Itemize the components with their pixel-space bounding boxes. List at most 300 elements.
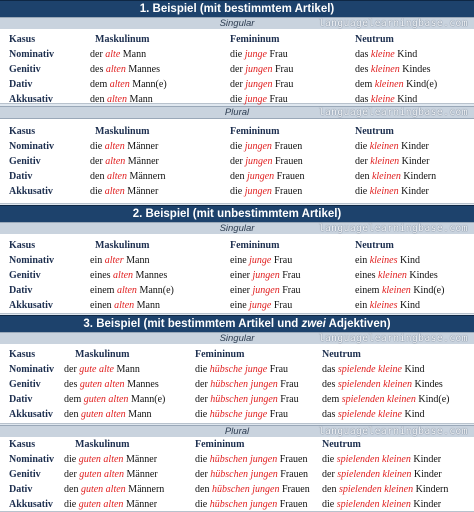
column-header: Kasus [9, 439, 36, 450]
adjective-ending: kleinen [381, 285, 411, 296]
adjective-ending: alten [106, 171, 127, 182]
article: der [195, 394, 211, 405]
noun: Kind [394, 94, 418, 105]
adjective-ending: junge [249, 255, 272, 266]
number-label-text: Singular [219, 18, 255, 29]
adjective-ending: jungen [252, 285, 280, 296]
declined-phrase [322, 362, 424, 377]
adjective-ending: alten [104, 141, 125, 152]
noun: Kindes [399, 64, 431, 75]
adjective-ending: hübsche junge [209, 409, 268, 420]
declined-phrase [195, 392, 299, 407]
article: ein [355, 255, 370, 266]
adjective-ending: junge [244, 49, 267, 60]
declined-phrase [90, 253, 149, 268]
declined-phrase [90, 154, 159, 169]
noun: Kindes [411, 379, 443, 390]
declined-phrase [230, 139, 302, 154]
declined-phrase [230, 47, 288, 62]
adjective-ending: hübschen jungen [209, 499, 278, 510]
column-header: Neutrum [355, 240, 394, 251]
declined-phrase [230, 253, 292, 268]
adjective-ending: jungen [246, 171, 275, 182]
adjective-ending: kleines [369, 255, 398, 266]
table-row [0, 377, 474, 392]
declined-phrase [195, 377, 299, 392]
article: die [322, 454, 337, 465]
article: des [64, 379, 80, 390]
adjective-ending: spielenden kleinen [337, 379, 412, 390]
adjective-ending: spielende kleine [337, 364, 402, 375]
section-title-text: 1. Beispiel (mit bestimmtem Artikel) [139, 3, 335, 15]
adjective-ending: gute alte [79, 364, 114, 375]
noun: Frau [267, 364, 289, 375]
declined-phrase [355, 154, 429, 169]
case-label: Akkusativ [9, 186, 53, 197]
article: der [90, 49, 106, 60]
article: die [195, 364, 210, 375]
section-title-1 [0, 0, 474, 17]
declined-phrase [355, 77, 437, 92]
declension-table [0, 344, 474, 424]
article: dem [90, 79, 110, 90]
declined-phrase [90, 92, 153, 107]
adjective-ending: kleine [370, 49, 395, 60]
article: einer [230, 285, 253, 296]
noun: Männer [124, 186, 159, 197]
declined-phrase [230, 268, 301, 283]
noun: Frauen [277, 469, 309, 480]
article: einen [90, 300, 115, 311]
watermark: languagelearningbase.com [318, 107, 468, 118]
adjective-ending: kleinen [374, 79, 404, 90]
declined-phrase [64, 377, 159, 392]
noun: Kinder [399, 156, 430, 167]
noun: Frau [272, 64, 294, 75]
article: die [90, 141, 105, 152]
noun: Kinder [410, 499, 442, 510]
adjective-ending: guten alten [79, 469, 124, 480]
noun: Frau [271, 255, 293, 266]
case-label: Dativ [9, 79, 33, 90]
declined-phrase [90, 169, 166, 184]
declension-table [0, 437, 474, 512]
declined-phrase [64, 362, 140, 377]
column-header: Femininum [230, 240, 280, 251]
declined-phrase [230, 77, 293, 92]
article: die [64, 499, 79, 510]
noun: Männer [125, 156, 159, 167]
section-title-emphasis: zwei [301, 318, 326, 330]
adjective-ending: junge [244, 94, 267, 105]
noun: Kinder [410, 454, 442, 465]
case-label: Genitiv [9, 469, 41, 480]
article: der [230, 156, 246, 167]
table-row [0, 62, 474, 77]
table-row [0, 253, 474, 268]
table-row [0, 482, 474, 497]
table-row [0, 392, 474, 407]
section-title-text: 3. Beispiel (mit bestimmtem Artikel und [83, 318, 302, 330]
adjective-ending: guten alten [79, 379, 125, 390]
article: des [322, 379, 338, 390]
article: der [90, 156, 106, 167]
watermark: languagelearningbase.com [318, 18, 468, 29]
column-header: Neutrum [355, 126, 394, 137]
declined-phrase [90, 62, 160, 77]
adjective-ending: kleinen [370, 156, 400, 167]
column-header: Maskulinum [95, 34, 150, 45]
article: einem [90, 285, 117, 296]
noun: Mann [134, 300, 160, 311]
adjective-ending: jungen [245, 156, 273, 167]
declined-phrase [64, 482, 164, 497]
case-label: Nominativ [9, 364, 54, 375]
case-label: Dativ [9, 285, 33, 296]
noun: Mann(e) [129, 79, 167, 90]
column-header: Kasus [9, 240, 36, 251]
article: die [195, 409, 210, 420]
article: eines [90, 270, 114, 281]
declined-phrase [355, 62, 431, 77]
noun: Mann [114, 364, 140, 375]
article: die [230, 141, 245, 152]
adjective-ending: alten [113, 270, 134, 281]
article: die [195, 454, 210, 465]
column-header: Maskulinum [75, 349, 130, 360]
noun: Mannes [124, 379, 159, 390]
noun: Kinder [411, 469, 442, 480]
noun: Mannes [133, 270, 168, 281]
case-label: Nominativ [9, 49, 54, 60]
article: die [355, 186, 370, 197]
noun: Kind [397, 300, 420, 311]
adjective-ending: hübschen jungen [209, 454, 278, 465]
noun: Mann [123, 255, 150, 266]
declined-phrase [195, 497, 308, 512]
noun: Frau [279, 285, 301, 296]
adjective-ending: jungen [244, 186, 272, 197]
column-header: Femininum [230, 34, 280, 45]
number-label-plural [0, 106, 474, 119]
noun: Kinder [398, 141, 429, 152]
adjective-ending: hübschen jungen [210, 394, 278, 405]
article: einem [355, 285, 382, 296]
adjective-ending: spielenden kleinen [336, 454, 411, 465]
adjective-ending: alte [105, 49, 121, 60]
declined-phrase [90, 77, 167, 92]
declined-phrase [64, 407, 152, 422]
table-row [0, 268, 474, 283]
adjective-ending: guten alten [80, 409, 126, 420]
adjective-ending: alten [114, 300, 135, 311]
column-header: Kasus [9, 126, 36, 137]
table-row [0, 169, 474, 184]
article: eine [230, 255, 250, 266]
noun: Mann [125, 409, 152, 420]
case-label: Genitiv [9, 270, 41, 281]
article: einer [230, 270, 253, 281]
noun: Männer [124, 469, 158, 480]
adjective-ending: kleinen [369, 141, 399, 152]
declined-phrase [230, 154, 303, 169]
declined-phrase [230, 62, 293, 77]
article: der [195, 469, 211, 480]
article: das [355, 94, 371, 105]
table-row [0, 407, 474, 422]
noun: Frau [266, 49, 288, 60]
adjective-ending: guten alten [78, 454, 124, 465]
article: den [322, 484, 339, 495]
noun: Kindern [413, 484, 449, 495]
declined-phrase [355, 169, 436, 184]
case-label: Akkusativ [9, 94, 53, 105]
article: die [355, 141, 370, 152]
article: der [230, 79, 246, 90]
noun: Frauen [271, 141, 303, 152]
case-label: Genitiv [9, 64, 41, 75]
table-row [0, 467, 474, 482]
section-title-2 [0, 205, 474, 222]
declined-phrase [90, 268, 167, 283]
declined-phrase [322, 497, 441, 512]
adjective-ending: guten alten [80, 484, 126, 495]
article: die [230, 49, 245, 60]
adjective-ending: spielenden kleinen [341, 394, 416, 405]
noun: Männern [125, 484, 165, 495]
declined-phrase [355, 253, 420, 268]
declined-phrase [322, 377, 443, 392]
adjective-ending: spielenden kleinen [336, 499, 411, 510]
noun: Männer [123, 499, 158, 510]
declension-table [0, 29, 474, 104]
case-label: Nominativ [9, 255, 54, 266]
article: dem [322, 394, 342, 405]
article: die [195, 499, 210, 510]
noun: Frau [266, 94, 288, 105]
adjective-ending: kleinen [369, 186, 399, 197]
column-header: Femininum [195, 439, 245, 450]
noun: Frau [271, 300, 293, 311]
article: das [322, 364, 338, 375]
noun: Kind(e) [410, 285, 445, 296]
article: den [195, 484, 212, 495]
adjective-ending: hübschen jungen [210, 469, 278, 480]
noun: Kind [401, 409, 425, 420]
table-row [0, 154, 474, 169]
adjective-ending: guten alten [83, 394, 129, 405]
case-label: Genitiv [9, 156, 41, 167]
article: den [64, 409, 81, 420]
case-label: Akkusativ [9, 409, 53, 420]
table-row [0, 92, 474, 107]
declined-phrase [322, 482, 448, 497]
noun: Kindes [406, 270, 438, 281]
declension-table [0, 234, 474, 314]
article: das [355, 49, 371, 60]
article: die [230, 94, 245, 105]
column-header: Maskulinum [95, 240, 150, 251]
number-label-text: Singular [219, 223, 255, 234]
declined-phrase [355, 283, 444, 298]
column-header: Kasus [9, 34, 36, 45]
watermark: languagelearningbase.com [318, 333, 468, 344]
case-label: Nominativ [9, 454, 54, 465]
column-header: Maskulinum [75, 439, 130, 450]
adjective-ending: alter [104, 255, 124, 266]
declined-phrase [230, 184, 302, 199]
declined-phrase [322, 392, 449, 407]
declined-phrase [230, 92, 288, 107]
article: des [355, 64, 371, 75]
declined-phrase [195, 467, 308, 482]
column-header: Maskulinum [95, 126, 150, 137]
declined-phrase [90, 298, 160, 313]
noun: Kind [401, 364, 425, 375]
declined-phrase [64, 467, 158, 482]
declined-phrase [64, 452, 157, 467]
noun: Frau [279, 270, 301, 281]
table-row [0, 362, 474, 377]
adjective-ending: alten [105, 64, 126, 75]
declined-phrase [355, 139, 429, 154]
adjective-ending: junge [249, 300, 272, 311]
article: der [64, 469, 80, 480]
noun: Mann(e) [136, 285, 174, 296]
declined-phrase [230, 169, 304, 184]
noun: Frauen [279, 484, 310, 495]
table-row [0, 298, 474, 313]
noun: Mann(e) [128, 394, 166, 405]
column-header: Neutrum [322, 349, 361, 360]
adjective-ending: hübsche junge [209, 364, 268, 375]
section-title-text-end: Adjektiven) [325, 318, 391, 330]
noun: Mann [120, 49, 147, 60]
adjective-ending: alten [105, 156, 126, 167]
adjective-ending: kleine [370, 94, 395, 105]
article: dem [64, 394, 84, 405]
case-label: Akkusativ [9, 499, 53, 510]
adjective-ending: guten alten [78, 499, 124, 510]
declined-phrase [355, 298, 420, 313]
table-row [0, 283, 474, 298]
declined-phrase [64, 392, 165, 407]
article: der [355, 156, 371, 167]
case-label: Dativ [9, 171, 33, 182]
declined-phrase [90, 139, 158, 154]
declined-phrase [90, 283, 174, 298]
adjective-ending: jungen [245, 79, 273, 90]
table-header-row [0, 347, 474, 362]
declined-phrase [355, 92, 417, 107]
table-header-row [0, 124, 474, 139]
number-label-text: Singular [219, 333, 255, 344]
adjective-ending: alten [109, 79, 130, 90]
adjective-ending: hübschen jungen [211, 484, 280, 495]
article: des [90, 64, 106, 75]
noun: Mannes [125, 64, 161, 75]
adjective-ending: jungen [245, 64, 273, 75]
article: dem [355, 79, 375, 90]
case-label: Dativ [9, 394, 33, 405]
adjective-ending: alten [106, 94, 127, 105]
adjective-ending: kleinen [370, 64, 400, 75]
number-label-text: Plural [224, 426, 250, 437]
column-header: Femininum [195, 349, 245, 360]
number-label-text: Plural [224, 107, 250, 118]
declined-phrase [322, 452, 441, 467]
table-row [0, 77, 474, 92]
article: ein [355, 300, 370, 311]
case-label: Nominativ [9, 141, 54, 152]
adjective-ending: hübschen jungen [210, 379, 278, 390]
table-row [0, 47, 474, 62]
noun: Kind [397, 255, 420, 266]
noun: Männer [123, 454, 158, 465]
article: den [64, 484, 81, 495]
case-label: Akkusativ [9, 300, 53, 311]
article: die [322, 499, 337, 510]
noun: Männern [126, 171, 166, 182]
declined-phrase [90, 47, 146, 62]
watermark: languagelearningbase.com [318, 223, 468, 234]
noun: Frauen [277, 454, 308, 465]
case-label: Genitiv [9, 379, 41, 390]
column-header: Femininum [230, 126, 280, 137]
article: das [322, 409, 338, 420]
article: eines [355, 270, 379, 281]
declined-phrase [355, 47, 417, 62]
declined-phrase [195, 482, 310, 497]
watermark: languagelearningbase.com [318, 426, 468, 437]
noun: Frau [277, 394, 299, 405]
adjective-ending: kleinen [371, 171, 401, 182]
adjective-ending: kleines [369, 300, 398, 311]
table-row [0, 452, 474, 467]
adjective-ending: jungen [244, 141, 272, 152]
declined-phrase [195, 407, 288, 422]
article: den [355, 171, 372, 182]
noun: Frau [272, 79, 294, 90]
noun: Frau [277, 379, 299, 390]
section-title-text: 2. Beispiel (mit unbestimmtem Artikel) [132, 208, 342, 220]
adjective-ending: spielenden kleinen [337, 469, 412, 480]
declined-phrase [355, 184, 429, 199]
noun: Frauen [272, 156, 303, 167]
adjective-ending: spielenden kleinen [338, 484, 414, 495]
declension-table [0, 119, 474, 204]
declined-phrase [230, 283, 301, 298]
declined-phrase [64, 497, 157, 512]
column-header: Kasus [9, 349, 36, 360]
noun: Kind [394, 49, 418, 60]
article: ein [90, 255, 105, 266]
noun: Frau [267, 409, 289, 420]
declined-phrase [322, 407, 424, 422]
table-row [0, 139, 474, 154]
noun: Kind(e) [415, 394, 450, 405]
table-header-row [0, 238, 474, 253]
declined-phrase [195, 362, 288, 377]
table-header-row [0, 32, 474, 47]
noun: Kindern [400, 171, 437, 182]
table-row [0, 497, 474, 512]
article: der [64, 364, 80, 375]
article: der [195, 379, 211, 390]
article: den [230, 171, 247, 182]
adjective-ending: jungen [252, 270, 280, 281]
noun: Mann [126, 94, 153, 105]
